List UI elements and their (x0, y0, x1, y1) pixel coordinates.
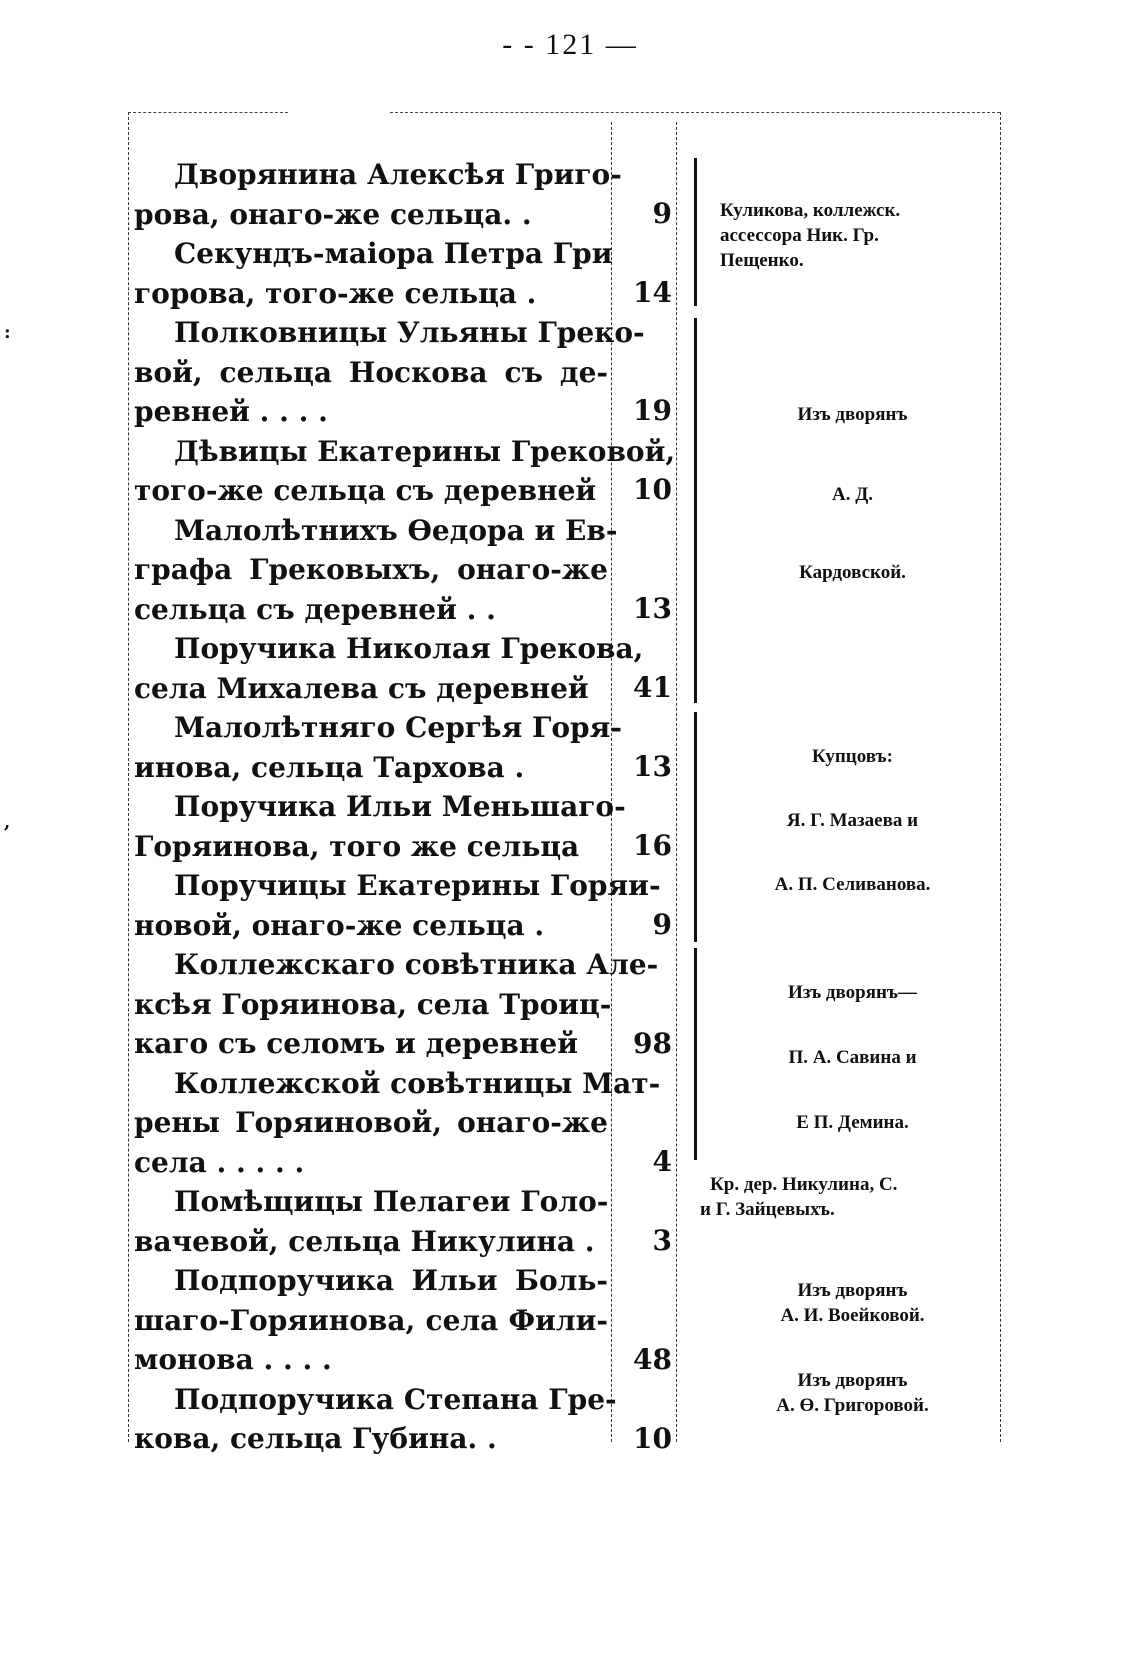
margin-mark: : (4, 322, 11, 343)
note (705, 482, 1000, 507)
note-line: Изъ дворянъ (797, 1370, 908, 1391)
entry (134, 313, 645, 432)
entry-line: Поручика Ильи Меньшаго- (174, 790, 626, 823)
entry-line: Коллежскаго совѣтника Але- (174, 948, 659, 981)
entry-line: ксѣя Горяинова, села Троиц- (134, 987, 612, 1021)
right-border (1000, 112, 1001, 1442)
entry-number: 41 (633, 671, 672, 704)
note-line: А. Ө. Григоровой. (776, 1395, 929, 1416)
entry-line: рены Горяиновой, онаго-же (134, 1106, 608, 1139)
entry-number: 19 (633, 394, 672, 427)
entry-number: 48 (633, 1343, 672, 1376)
entry-line: шаго-Горяинова, села Фили- (134, 1303, 608, 1337)
entry-line: Коллежской совѣтницы Мат- (174, 1066, 661, 1100)
entry (134, 155, 622, 234)
note-line: Пещенко. (720, 250, 804, 271)
note-line: А. П. Селиванова. (774, 874, 931, 895)
top-rule-right (390, 112, 1000, 113)
entry-number: 14 (633, 276, 672, 309)
note-line: А. И. Воейковой. (780, 1305, 925, 1326)
entry-line: ревней . . . . (134, 395, 328, 428)
note (705, 560, 1000, 585)
entry-line: кова, сельца Губина. . (134, 1422, 497, 1455)
margin-mark: , (4, 812, 11, 833)
entry (134, 1380, 617, 1459)
note-line: ассессора Ник. Гр. (720, 225, 879, 246)
note-line: Кр. дер. Никулина, С. (710, 1174, 898, 1195)
entry-line: Подпоручика Степана Гре- (174, 1382, 617, 1416)
entry-number: 4 (652, 1145, 672, 1178)
group-brace (690, 712, 702, 942)
entry-line: горова, того-же сельца . (134, 276, 537, 310)
entry-line: Помѣщицы Пелагеи Голо- (174, 1185, 609, 1218)
note (705, 980, 1000, 1005)
note-line: Изъ дворянъ— (787, 982, 918, 1003)
note (705, 402, 1000, 427)
note (705, 872, 1000, 897)
note (705, 1045, 1000, 1070)
note-line: П. А. Савина и (788, 1047, 917, 1068)
entry-line: Подпоручика Ильи Боль- (174, 1264, 608, 1297)
note-line: Купцовъ: (812, 746, 893, 767)
entry-line: рова, онаго-же сельца. . (134, 197, 532, 231)
note (700, 1172, 1000, 1222)
entry (134, 1064, 661, 1183)
entry-line: того-же сельца съ деревней (134, 474, 597, 507)
entry-number: 10 (633, 1422, 672, 1455)
entry-number: 13 (633, 750, 672, 783)
column-divider-notes (676, 122, 677, 1442)
group-brace (690, 158, 702, 306)
entry-line: села Михалева съ деревней (134, 671, 589, 705)
entry-number: 9 (652, 908, 672, 941)
entry (134, 1182, 608, 1261)
entry-line: вачевой, сельца Никулина . (134, 1224, 595, 1258)
note-line: Е П. Демина. (796, 1112, 909, 1133)
left-border (128, 112, 129, 1442)
entry-line: Полковницы Ульяны Греко- (174, 316, 645, 349)
entry-line: монова . . . . (134, 1343, 332, 1376)
entry-line: новой, онаго-же сельца . (134, 908, 545, 942)
entry-number: 9 (652, 197, 672, 230)
entry (134, 1261, 608, 1380)
note (720, 198, 1000, 273)
entry-line: Горяинова, того же сельца (134, 829, 580, 863)
entry-number: 98 (633, 1027, 672, 1060)
entry-line: Дворянина Алексѣя Григо- (174, 158, 622, 191)
entry (134, 511, 618, 630)
entry-line: инова, сельца Тархова . (134, 750, 525, 784)
entry-line: Поручика Николая Грекова, (174, 632, 644, 665)
entry (134, 787, 626, 866)
page-number: - - 121 — (502, 28, 638, 61)
note (705, 1110, 1000, 1135)
note (705, 1368, 1000, 1418)
entry-line: Секундъ-маiора Петра Гри (174, 237, 613, 270)
entry-line: Малолѣтняго Сергѣя Горя- (174, 711, 622, 744)
entry-line: каго съ селомъ и деревней (134, 1027, 578, 1060)
entry-line: графа Грековыхъ, онаго-же (134, 553, 608, 586)
note-line: А. Д. (831, 484, 874, 505)
entry-number: 3 (652, 1224, 672, 1257)
group-brace (690, 318, 702, 703)
entry-line: сельца съ деревней . . (134, 592, 496, 626)
note (705, 744, 1000, 769)
note-line: Изъ дворянъ (797, 1280, 908, 1301)
entry (134, 629, 644, 708)
entry-line: Малолѣтнихъ Өедора и Ев- (174, 513, 618, 547)
entry-line: Поручицы Екатерины Горяи- (174, 869, 661, 902)
entry-number: 10 (633, 473, 672, 506)
entry (134, 708, 622, 787)
entry-number: 16 (633, 829, 672, 862)
entry-line: вой, сельца Носкова съ де- (134, 355, 608, 389)
note (705, 808, 1000, 833)
group-brace (690, 948, 702, 1160)
note-line: Изъ дворянъ (797, 404, 908, 425)
entry-number: 13 (633, 592, 672, 625)
note-line: Я. Г. Мазаева и (786, 810, 919, 831)
entry-line: села . . . . . (134, 1145, 305, 1179)
entry-line: Дѣвицы Екатерины Грековой, (174, 434, 676, 468)
note-line: Кардовской. (799, 562, 906, 583)
top-rule-left (128, 112, 288, 113)
entry (134, 234, 613, 313)
note (705, 1278, 1000, 1328)
entry (134, 866, 661, 945)
note-line: и Г. Зайцевыхъ. (700, 1199, 835, 1220)
note-line: Куликова, коллежск. (720, 200, 901, 221)
